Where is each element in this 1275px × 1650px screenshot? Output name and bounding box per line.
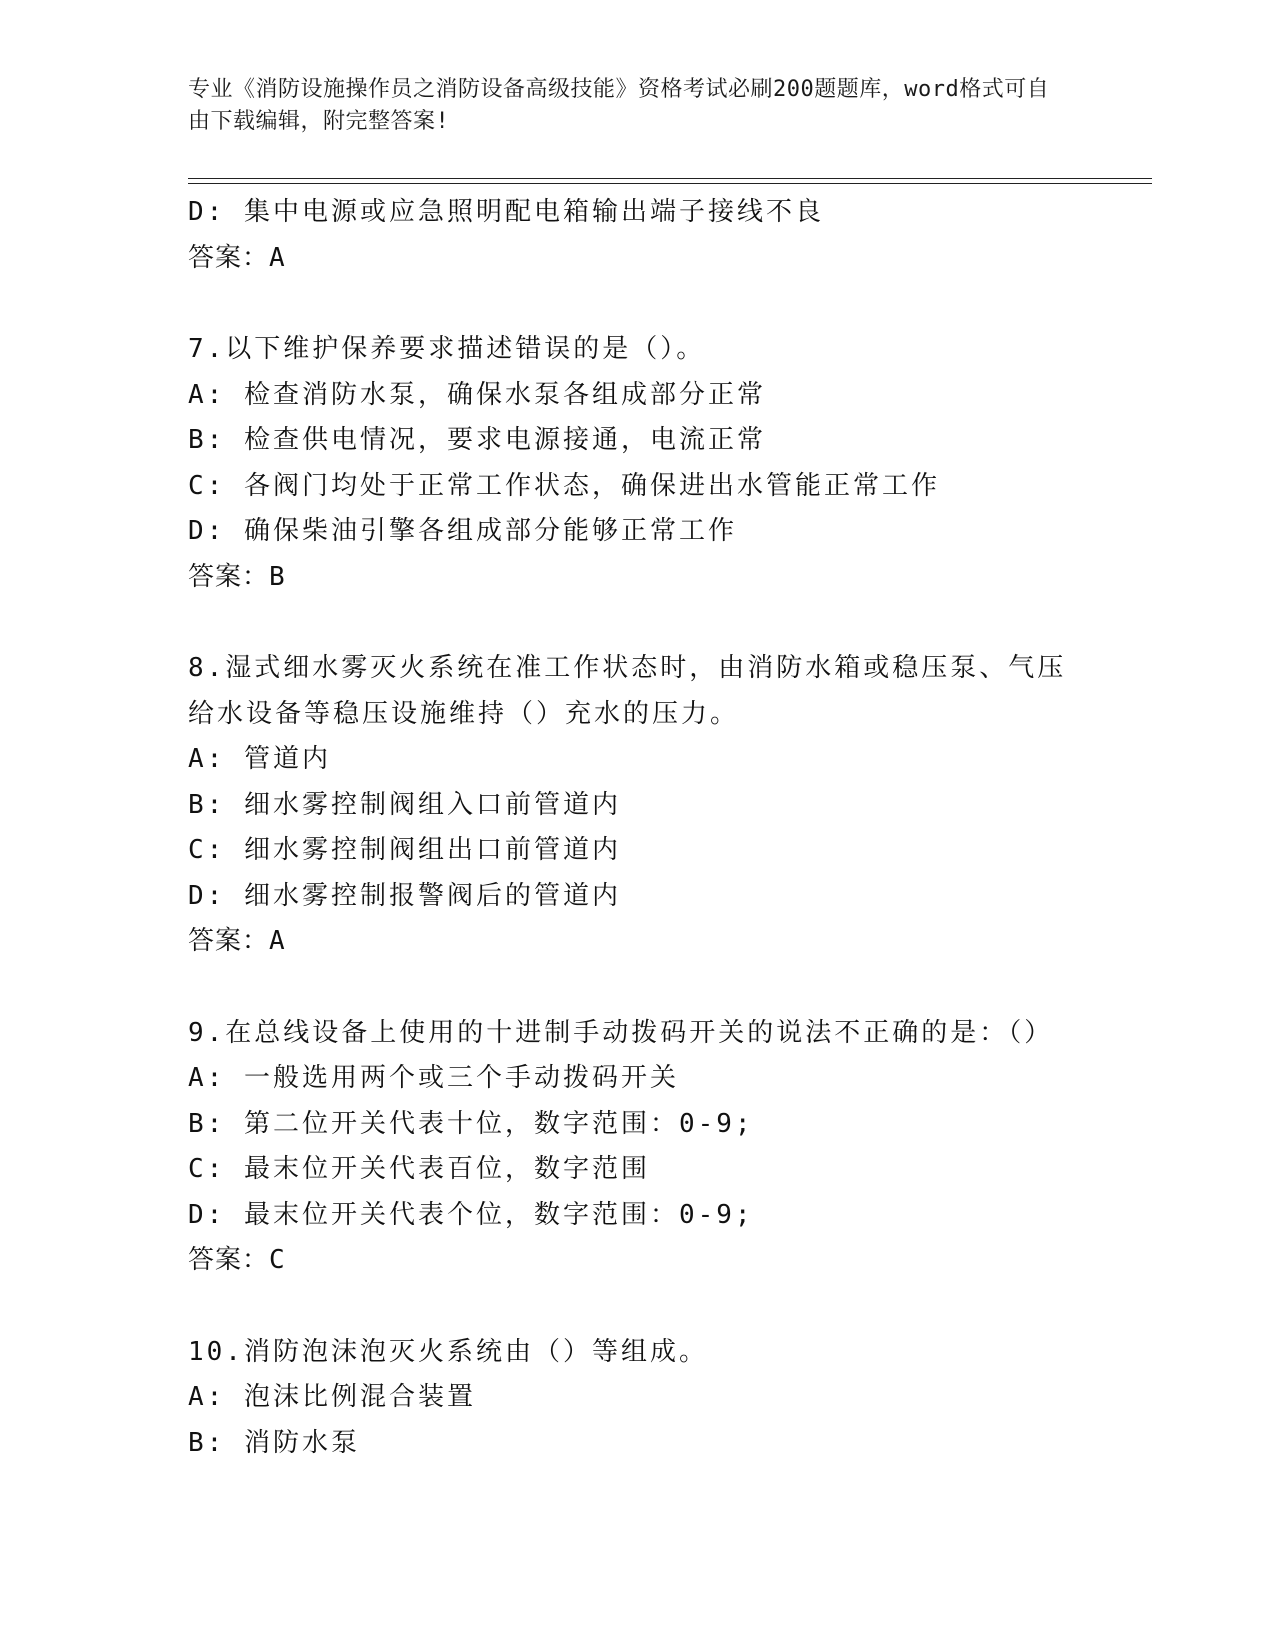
q9-answer: 答案：C: [188, 1245, 286, 1275]
q9-option-a: A: 一般选用两个或三个手动拨码开关: [188, 1063, 679, 1093]
q8-stem-line2: 给水设备等稳压设施维持（）充水的压力。: [188, 698, 740, 729]
q8-option-b: B: 细水雾控制阀组入口前管道内: [188, 789, 621, 820]
q7-answer: 答案：B: [188, 561, 286, 592]
q8-stem-line1: 8.湿式细水雾灭火系统在准工作状态时，由消防水箱或稳压泵、气压: [188, 653, 1067, 683]
q9-option-c: C: 最末位开关代表百位，数字范围: [188, 1154, 650, 1184]
q10-option-a: A: 泡沫比例混合装置: [188, 1382, 476, 1412]
q8-option-a: A: 管道内: [188, 744, 331, 774]
q8-answer: 答案：A: [188, 926, 286, 956]
q7-stem: 7.以下维护保养要求描述错误的是（）。: [188, 334, 706, 364]
q7-option-b: B: 检查供电情况，要求电源接通，电流正常: [188, 425, 766, 455]
page-header: 专业《消防设施操作员之消防设备高级技能》资格考试必刷200题题库，word格式可自由下载编辑，附完整答案!: [188, 77, 1050, 134]
q6-answer: 答案：A: [188, 242, 286, 273]
q7-option-d: D: 确保柴油引擎各组成部分能够正常工作: [188, 516, 737, 546]
header-rule-bottom: [188, 183, 1152, 184]
q10-stem: 10.消防泡沫泡灭火系统由（）等组成。: [188, 1336, 708, 1367]
q7-option-a: A: 检查消防水泵，确保水泵各组成部分正常: [188, 379, 766, 410]
q7-option-c: C: 各阀门均处于正常工作状态，确保进出水管能正常工作: [188, 470, 940, 501]
q9-option-d: D: 最末位开关代表个位，数字范围：0-9;: [188, 1199, 754, 1230]
q9-option-b: B: 第二位开关代表十位，数字范围：0-9;: [188, 1108, 754, 1139]
q8-option-c: C: 细水雾控制阀组出口前管道内: [188, 835, 621, 865]
q6-option-d: D: 集中电源或应急照明配电箱输出端子接线不良: [188, 197, 824, 227]
header-rule-top: [188, 178, 1152, 179]
q9-stem: 9.在总线设备上使用的十进制手动拨码开关的说法不正确的是：（）: [188, 1017, 1054, 1048]
q10-option-b: B: 消防水泵: [188, 1427, 360, 1458]
q8-option-d: D: 细水雾控制报警阀后的管道内: [188, 880, 621, 911]
question-list: [188, 190, 1088, 1466]
